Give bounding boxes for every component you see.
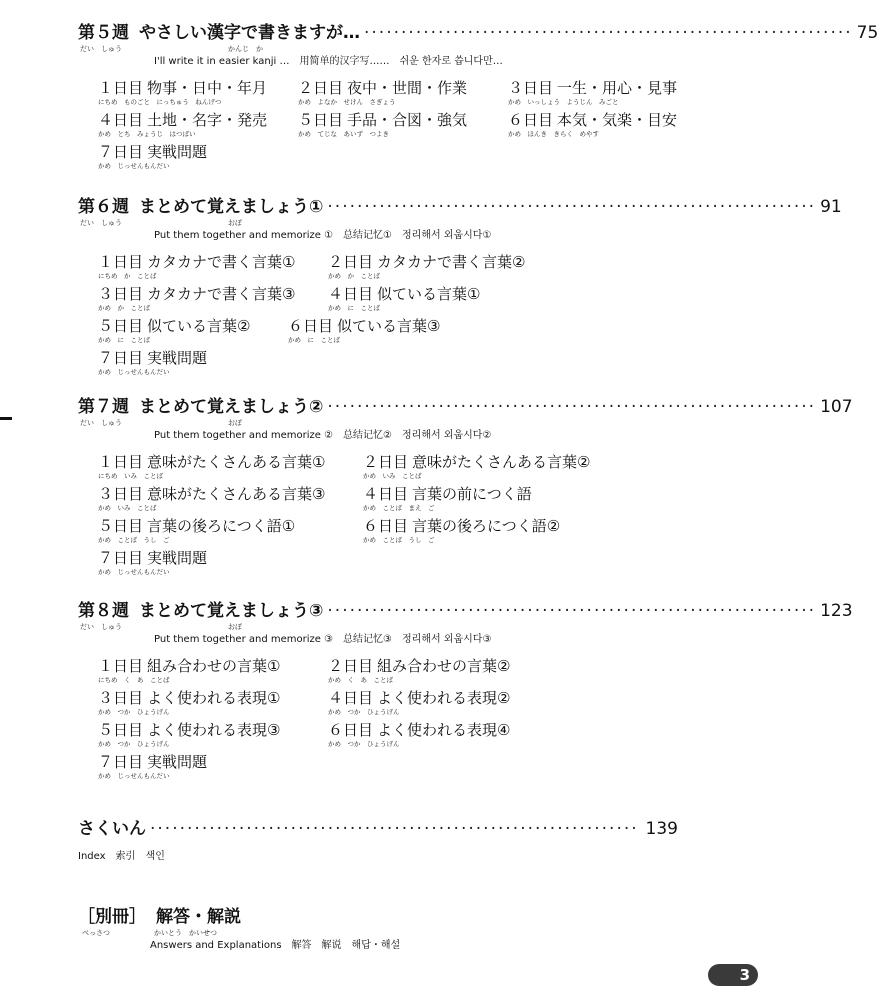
day-entry[interactable] [98,485,325,513]
day-topic: よく使われる表現② [377,689,511,707]
day-number: ２日目 [328,253,374,271]
day-entry[interactable] [363,517,560,545]
day-row [78,79,678,111]
day-row [78,253,678,285]
day-number: ７日目 [98,549,144,567]
day-row [78,143,678,175]
day-row [78,111,678,143]
day-entry[interactable] [298,79,467,107]
day-topic: 実戦問題 [147,143,208,161]
day-entry[interactable] [328,721,510,749]
day-entry[interactable] [98,253,295,281]
day-entry[interactable] [98,349,207,377]
day-topic: 実戦問題 [147,753,208,771]
day-furigana: にちめ か ことば [98,272,157,280]
day-topic: 似ている言葉① [377,285,481,303]
appendix-label-furigana: べっさつ [82,929,110,937]
day-entry[interactable] [298,111,467,139]
index-entry[interactable] [78,818,678,864]
day-topic: よく使われる表現③ [147,721,281,739]
week-furigana: だい しゅう [80,45,122,53]
index-title: さくいん [78,819,146,839]
day-topic: 本気・気楽・目安 [557,111,678,129]
appendix-title-furigana: かいとう かいせつ [154,929,217,937]
day-furigana: かめ じっせんもんだい [98,772,170,780]
day-number: ７日目 [98,143,144,161]
day-furigana: かめ じっせんもんだい [98,568,170,576]
day-furigana: かめ ことば うし ご [98,536,170,544]
day-topic: 物事・日中・年月 [147,79,268,97]
day-entry[interactable] [328,285,480,313]
day-entry[interactable] [328,253,525,281]
leader-dots: ·································································· [150,819,639,839]
chapter-week-5[interactable] [78,22,878,175]
chapter-page-number: 107 [820,397,853,417]
week-furigana: だい しゅう [80,419,122,427]
day-number: ６日目 [363,517,409,535]
day-furigana: かめ よなか せけん さぎょう [298,98,396,106]
day-furigana: かめ いみ ことば [98,504,157,512]
day-furigana: かめ じっせんもんだい [98,368,170,376]
day-entry[interactable] [98,317,250,345]
day-entry[interactable] [508,111,677,139]
day-topic: カタカナで書く言葉② [377,253,526,271]
day-entry[interactable] [98,721,280,749]
day-number: ６日目 [508,111,554,129]
chapter-subtitle: Put them together and memorize ③ 总结记忆③ 정리해서 외웁시다③ [154,634,492,645]
title-furigana: おぼ [228,419,242,427]
leader-dots: ·································································· [364,23,853,43]
day-number: ３日目 [98,689,144,707]
week-furigana: だい しゅう [80,219,122,227]
chapter-subtitle: Put them together and memorize ① 总结记忆① 정리해서 외웁시다① [154,230,492,241]
appendix-subtitle: Answers and Explanations 解答 解说 해답・해설 [150,940,401,951]
day-number: ４日目 [363,485,409,503]
day-number: ７日目 [98,753,144,771]
day-number: ２日目 [328,657,374,675]
day-furigana: にちめ いみ ことば [98,472,163,480]
margin-tab-mark [0,417,12,420]
day-number: １日目 [98,657,144,675]
day-topic: 言葉の後ろにつく語① [147,517,296,535]
day-entry[interactable] [508,79,677,107]
page-number-badge: 3 [708,964,758,986]
appendix-label: ［別冊］ [78,907,146,927]
week-label: 第７週 [78,397,129,417]
day-furigana: かめ つか ひょうげん [98,740,170,748]
day-furigana: かめ つか ひょうげん [328,740,400,748]
day-furigana: かめ か ことば [328,272,380,280]
day-number: ６日目 [328,721,374,739]
day-number: １日目 [98,79,144,97]
day-topic: よく使われる表現① [147,689,281,707]
day-topic: 言葉の後ろにつく語② [412,517,561,535]
day-entry[interactable] [98,549,207,577]
leader-dots: ·································································· [327,197,817,217]
week-label: 第５週 [78,23,129,43]
day-topic: 言葉の前につく語 [412,485,532,503]
day-number: ４日目 [328,689,374,707]
day-number: ３日目 [98,485,144,503]
day-furigana: かめ に ことば [328,304,380,312]
day-entry[interactable] [98,689,280,717]
day-furigana: かめ つか ひょうげん [98,708,170,716]
leader-dots: ·································································· [327,601,817,621]
chapter-page-number: 123 [820,601,853,621]
day-entry[interactable] [363,485,532,513]
day-row [78,517,678,549]
day-topic: 土地・名字・発売 [147,111,268,129]
appendix-entry[interactable] [78,906,678,953]
day-topic: 似ている言葉② [147,317,251,335]
day-furigana: かめ つか ひょうげん [328,708,400,716]
title-furigana: おぼ [228,219,242,227]
day-row [78,485,678,517]
chapter-page-number: 91 [820,197,842,217]
day-topic: 夜中・世間・作業 [347,79,468,97]
day-entry[interactable] [98,453,325,481]
day-entry[interactable] [328,657,510,685]
day-entry[interactable] [363,453,590,481]
day-entry[interactable] [98,111,267,139]
day-row [78,349,678,381]
day-number: ２日目 [298,79,344,97]
chapter-week-8[interactable] [78,600,853,785]
day-topic: 実戦問題 [147,549,208,567]
day-number: ５日目 [98,517,144,535]
day-number: ６日目 [288,317,334,335]
day-number: ４日目 [98,111,144,129]
day-topic: 手品・合図・強気 [347,111,468,129]
week-label: 第６週 [78,197,129,217]
day-entry[interactable] [98,657,280,685]
chapter-title: まとめて覚えましょう② [139,397,324,417]
day-topic: 意味がたくさんある言葉③ [147,485,326,503]
day-topic: 一生・用心・見事 [557,79,678,97]
day-furigana: かめ に ことば [98,336,150,344]
day-topic: 組み合わせの言葉① [147,657,281,675]
day-furigana: かめ ほんき きらく めやす [508,130,599,138]
day-number: ３日目 [508,79,554,97]
day-number: １日目 [98,453,144,471]
day-row [78,689,678,721]
day-number: ５日目 [98,317,144,335]
chapter-subtitle: Put them together and memorize ② 总结记忆② 정리해서 외웁시다② [154,430,492,441]
day-row [78,317,678,349]
day-entry[interactable] [98,143,207,171]
week-label: 第８週 [78,601,129,621]
day-topic: 実戦問題 [147,349,208,367]
day-number: １日目 [98,253,144,271]
day-number: ２日目 [363,453,409,471]
leader-dots: ·································································· [327,397,817,417]
day-row [78,549,678,581]
day-row [78,657,678,689]
chapter-title: やさしい漢字で書きますが… [139,23,360,43]
chapter-week-6[interactable] [78,196,842,381]
day-number: ５日目 [298,111,344,129]
day-topic: カタカナで書く言葉③ [147,285,296,303]
day-row [78,721,678,753]
week-furigana: だい しゅう [80,623,122,631]
day-number: ４日目 [328,285,374,303]
chapter-page-number: 75 [856,23,878,43]
title-furigana: おぼ [228,623,242,631]
day-row [78,753,678,785]
day-entry[interactable] [98,753,207,781]
day-furigana: かめ いみ ことば [363,472,422,480]
title-furigana: かんじ か [228,45,263,53]
day-topic: 似ている言葉③ [337,317,441,335]
day-number: ５日目 [98,721,144,739]
day-furigana: かめ く あ ことば [328,676,393,684]
chapter-title: まとめて覚えましょう① [139,197,324,217]
day-furigana: かめ ことば まえ ご [363,504,435,512]
day-furigana: にちめ ものごと にっちゅう ねんげつ [98,98,222,106]
day-topic: 意味がたくさんある言葉② [412,453,591,471]
day-entry[interactable] [328,689,510,717]
day-furigana: かめ に ことば [288,336,340,344]
day-entry[interactable] [288,317,440,345]
day-number: ３日目 [98,285,144,303]
day-furigana: かめ じっせんもんだい [98,162,170,170]
day-furigana: かめ とち みょうじ はつばい [98,130,196,138]
chapter-week-7[interactable] [78,396,853,581]
day-row [78,285,678,317]
day-topic: よく使われる表現④ [377,721,511,739]
day-row [78,453,678,485]
day-topic: 組み合わせの言葉② [377,657,511,675]
appendix-title: 解答・解説 [156,907,241,927]
day-furigana: かめ ことば うし ご [363,536,435,544]
index-subtitle: Index 索引 색인 [78,851,165,862]
day-entry[interactable] [98,517,295,545]
day-furigana: にちめ く あ ことば [98,676,170,684]
day-entry[interactable] [98,79,267,107]
day-furigana: かめ か ことば [98,304,150,312]
chapter-subtitle: I'll write it in easier kanji … 用简单的汉字写…… 쉬운 한자로 씁니다만… [154,56,503,67]
chapter-title: まとめて覚えましょう③ [139,601,324,621]
day-furigana: かめ いっしょう ようじん みごと [508,98,619,106]
day-furigana: かめ てじな あいず つよき [298,130,389,138]
day-topic: カタカナで書く言葉① [147,253,296,271]
day-number: ７日目 [98,349,144,367]
index-page-number: 139 [645,819,678,839]
day-topic: 意味がたくさんある言葉① [147,453,326,471]
day-entry[interactable] [98,285,295,313]
